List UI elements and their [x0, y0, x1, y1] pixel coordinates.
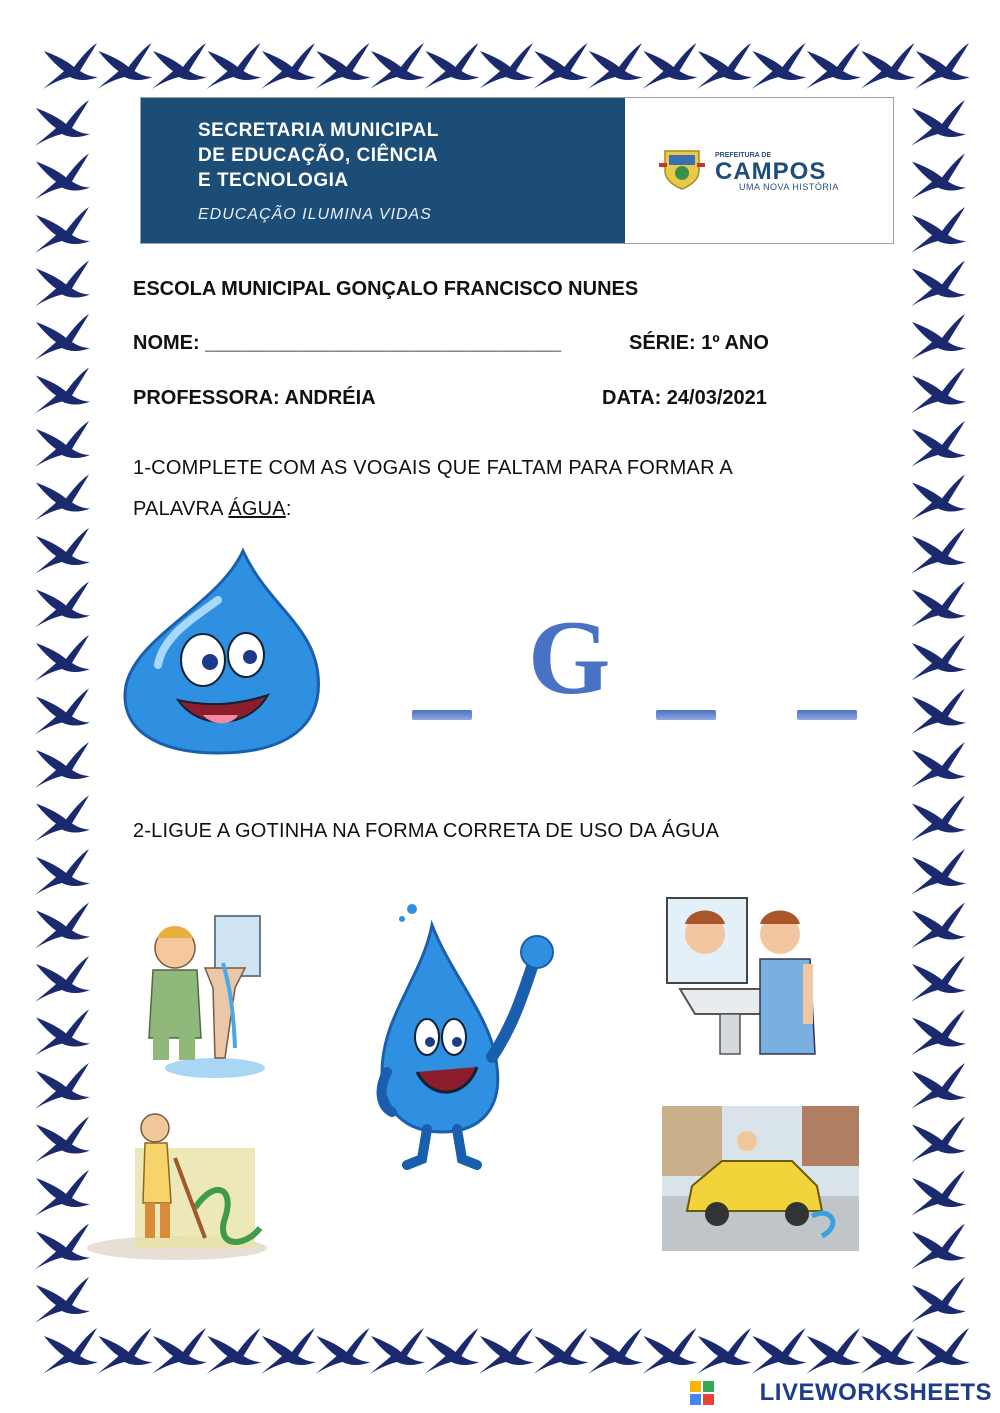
- waving-drop-character-icon: [372, 897, 558, 1172]
- date-label: DATA: 24/03/2021: [602, 387, 767, 409]
- swallow-bird-icon: [425, 1328, 480, 1374]
- swallow-bird-icon: [479, 1328, 534, 1374]
- swallow-bird-icon: [370, 1328, 425, 1374]
- swallow-bird-icon: [911, 849, 966, 895]
- swallow-bird-icon: [911, 903, 966, 949]
- swallow-bird-icon: [35, 368, 90, 414]
- swallow-bird-icon: [915, 1328, 970, 1374]
- swallow-bird-icon: [35, 207, 90, 253]
- swallow-bird-icon: [534, 43, 589, 89]
- question-1-line-2: [133, 498, 292, 521]
- vowel-blank-2[interactable]: [656, 710, 716, 720]
- swallow-bird-icon: [911, 742, 966, 788]
- liveworksheets-brand: LIVEWORKSHEETS: [759, 1379, 992, 1406]
- question-1-line-1: 1-COMPLETE COM AS VOGAIS QUE FALTAM PARA FORMAR A: [133, 457, 733, 479]
- swallow-bird-icon: [35, 528, 90, 574]
- swallow-bird-icon: [911, 475, 966, 521]
- swallow-bird-icon: [911, 421, 966, 467]
- school-name: ESCOLA MUNICIPAL GONÇALO FRANCISCO NUNES: [133, 278, 639, 300]
- swallow-bird-icon: [915, 43, 970, 89]
- question-1-suffix: :: [285, 498, 292, 520]
- banner-line-2: DE EDUCAÇÃO, CIÊNCIA: [198, 145, 439, 166]
- swallow-bird-icon: [911, 796, 966, 842]
- swallow-bird-icon: [911, 582, 966, 628]
- swallow-bird-icon: [98, 43, 153, 89]
- swallow-bird-icon: [35, 1063, 90, 1109]
- water-drop-character-icon: [118, 545, 328, 757]
- liveworksheets-logo-icon: [690, 1381, 714, 1405]
- swallow-bird-icon: [861, 1328, 916, 1374]
- swallow-bird-icon: [806, 43, 861, 89]
- swallow-bird-icon: [911, 956, 966, 1002]
- swallow-bird-icon: [98, 1328, 153, 1374]
- swallow-bird-icon: [35, 849, 90, 895]
- swallow-bird-icon: [152, 43, 207, 89]
- teacher-label: PROFESSORA: ANDRÉIA: [133, 387, 376, 409]
- swallow-bird-icon: [35, 1170, 90, 1216]
- swallow-bird-icon: [35, 1277, 90, 1323]
- swallow-bird-icon: [911, 207, 966, 253]
- swallow-bird-icon: [261, 1328, 316, 1374]
- grade-label: SÉRIE: 1º ANO: [629, 332, 769, 354]
- correct-toothbrushing-picture: [665, 894, 830, 1056]
- swallow-bird-icon: [261, 43, 316, 89]
- swallow-bird-icon: [35, 100, 90, 146]
- swallow-bird-icon: [152, 1328, 207, 1374]
- question-1-word: ÁGUA: [228, 498, 286, 520]
- swallow-bird-icon: [861, 43, 916, 89]
- swallow-bird-icon: [911, 314, 966, 360]
- swallow-bird-icon: [697, 1328, 752, 1374]
- banner-line-3: E TECNOLOGIA: [198, 170, 349, 191]
- swallow-bird-icon: [35, 154, 90, 200]
- swallow-bird-icon: [911, 100, 966, 146]
- swallow-bird-icon: [35, 261, 90, 307]
- swallow-bird-icon: [479, 43, 534, 89]
- banner-secretaria: [141, 98, 625, 243]
- swallow-bird-icon: [752, 1328, 807, 1374]
- swallow-bird-icon: [35, 1117, 90, 1163]
- swallow-bird-icon: [207, 1328, 262, 1374]
- swallow-bird-icon: [806, 1328, 861, 1374]
- banner-line-1: SECRETARIA MUNICIPAL: [198, 120, 439, 141]
- wasteful-car-washing-picture: [662, 1106, 859, 1251]
- swallow-bird-icon: [35, 421, 90, 467]
- swallow-bird-icon: [35, 475, 90, 521]
- swallow-bird-icon: [911, 1010, 966, 1056]
- swallow-bird-icon: [911, 635, 966, 681]
- swallow-bird-icon: [911, 1170, 966, 1216]
- swallow-bird-icon: [35, 956, 90, 1002]
- swallow-bird-icon: [588, 43, 643, 89]
- question-2: 2-LIGUE A GOTINHA NA FORMA CORRETA DE USO DA ÁGUA: [133, 820, 720, 842]
- swallow-bird-icon: [35, 689, 90, 735]
- swallow-bird-icon: [316, 43, 371, 89]
- logo-campos-text: CAMPOS: [715, 158, 827, 185]
- letter-g: G: [528, 599, 611, 716]
- swallow-bird-icon: [35, 903, 90, 949]
- swallow-bird-icon: [643, 43, 698, 89]
- swallow-bird-icon: [911, 368, 966, 414]
- swallow-bird-icon: [316, 1328, 371, 1374]
- swallow-bird-icon: [43, 1328, 98, 1374]
- swallow-bird-icon: [911, 1063, 966, 1109]
- swallow-bird-icon: [207, 43, 262, 89]
- name-field: NOME: ________________________________: [133, 332, 562, 354]
- swallow-bird-icon: [911, 689, 966, 735]
- logo-slogan: UMA NOVA HISTÓRIA: [739, 182, 839, 192]
- swallow-bird-icon: [697, 43, 752, 89]
- swallow-bird-icon: [911, 261, 966, 307]
- vowel-blank-3[interactable]: [797, 710, 857, 720]
- swallow-bird-icon: [588, 1328, 643, 1374]
- swallow-bird-icon: [534, 1328, 589, 1374]
- swallow-bird-icon: [35, 635, 90, 681]
- swallow-bird-icon: [425, 43, 480, 89]
- vowel-blank-1[interactable]: [412, 710, 472, 720]
- swallow-bird-icon: [752, 43, 807, 89]
- wasteful-handwashing-picture: [135, 908, 267, 1078]
- swallow-bird-icon: [35, 1010, 90, 1056]
- swallow-bird-icon: [643, 1328, 698, 1374]
- swallow-bird-icon: [911, 528, 966, 574]
- swallow-bird-icon: [911, 1277, 966, 1323]
- swallow-bird-icon: [35, 314, 90, 360]
- swallow-bird-icon: [35, 1224, 90, 1270]
- crest-icon: [657, 143, 707, 193]
- wasteful-hose-sweeping-picture: [85, 1108, 270, 1263]
- question-1-prefix: PALAVRA: [133, 498, 229, 520]
- logo-prefeitura-text: PREFEITURA DE: [715, 152, 772, 159]
- banner-tagline: EDUCAÇÃO ILUMINA VIDAS: [198, 206, 432, 223]
- swallow-bird-icon: [43, 43, 98, 89]
- header-banner: [140, 97, 894, 244]
- swallow-bird-icon: [35, 796, 90, 842]
- swallow-bird-icon: [35, 742, 90, 788]
- swallow-bird-icon: [370, 43, 425, 89]
- swallow-bird-icon: [911, 1117, 966, 1163]
- swallow-bird-icon: [35, 582, 90, 628]
- swallow-bird-icon: [911, 1224, 966, 1270]
- swallow-bird-icon: [911, 154, 966, 200]
